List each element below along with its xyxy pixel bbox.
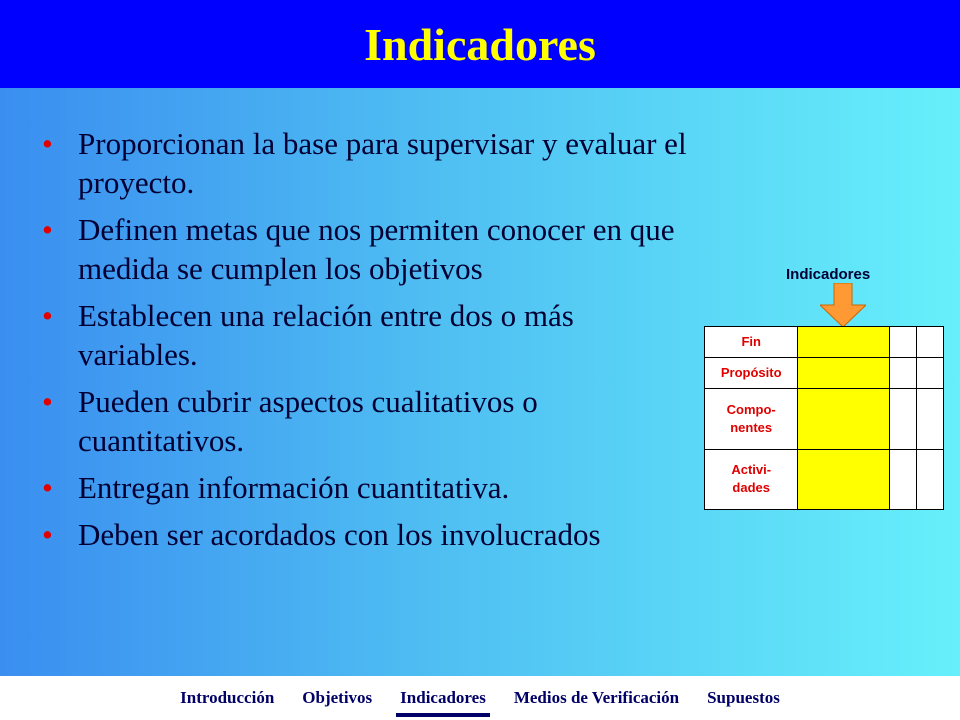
bullet-dot-icon: • bbox=[42, 298, 53, 333]
matrix-row-label: Propósito bbox=[705, 358, 798, 389]
matrix-cell bbox=[889, 358, 916, 389]
bullet-dot-icon: • bbox=[42, 384, 53, 419]
matrix-row-label: Activi- dades bbox=[705, 449, 798, 509]
matrix-cell bbox=[916, 358, 943, 389]
bullet-dot-icon: • bbox=[42, 126, 53, 161]
matrix-row bbox=[705, 449, 944, 509]
footer-nav bbox=[0, 676, 960, 720]
bullet-text: Deben ser acordados con los involucrados bbox=[78, 517, 601, 552]
matrix-cell bbox=[916, 449, 943, 509]
bullet-text: Entregan información cuantitativa. bbox=[78, 470, 510, 505]
bullet-item bbox=[42, 296, 698, 374]
matrix-row-label: Compo- nentes bbox=[705, 389, 798, 449]
matrix-row bbox=[705, 389, 944, 449]
nav-link-introduccion[interactable]: Introducción bbox=[180, 688, 275, 707]
slide-title: Indicadores bbox=[364, 18, 596, 70]
nav-link-objetivos[interactable]: Objetivos bbox=[302, 688, 373, 707]
nav-link-indicadores[interactable]: Indicadores bbox=[400, 688, 486, 707]
matrix-row bbox=[705, 358, 944, 389]
bullet-item bbox=[42, 210, 752, 288]
indicator-cell bbox=[798, 358, 889, 389]
bullet-dot-icon: • bbox=[42, 212, 53, 247]
indicator-cell bbox=[798, 327, 889, 358]
bullet-dot-icon: • bbox=[42, 470, 53, 505]
bullet-text: Pueden cubrir aspectos cualitativos o cuantitativos. bbox=[78, 384, 538, 458]
bullet-text: Establecen una relación entre dos o más variables. bbox=[78, 298, 574, 372]
bullet-item bbox=[42, 124, 752, 202]
bullet-item bbox=[42, 515, 752, 554]
matrix-cell bbox=[916, 327, 943, 358]
bullet-text: Proporcionan la base para supervisar y evaluar el proyecto. bbox=[78, 126, 687, 200]
matrix-row-label: Fin bbox=[705, 327, 798, 358]
matrix-cell bbox=[916, 389, 943, 449]
matrix-indicadores-label: Indicadores bbox=[786, 266, 871, 283]
bullet-dot-icon: • bbox=[42, 517, 53, 552]
bullet-text: Definen metas que nos permiten conocer en que medida se cumplen los objetivos bbox=[78, 212, 675, 286]
bullet-item bbox=[42, 468, 752, 507]
matrix-cell bbox=[889, 327, 916, 358]
nav-link-medios-verificacion[interactable]: Medios de Verificación bbox=[513, 688, 680, 707]
indicator-cell bbox=[798, 389, 889, 449]
indicator-cell bbox=[798, 449, 889, 509]
down-arrow-icon bbox=[820, 283, 866, 327]
bullet-item bbox=[42, 382, 698, 460]
matrix-cell bbox=[889, 389, 916, 449]
matrix-row bbox=[705, 327, 944, 358]
logframe-matrix bbox=[704, 326, 944, 510]
nav-link-supuestos[interactable]: Supuestos bbox=[707, 688, 780, 707]
bullet-list bbox=[42, 124, 752, 562]
matrix-cell bbox=[889, 449, 916, 509]
